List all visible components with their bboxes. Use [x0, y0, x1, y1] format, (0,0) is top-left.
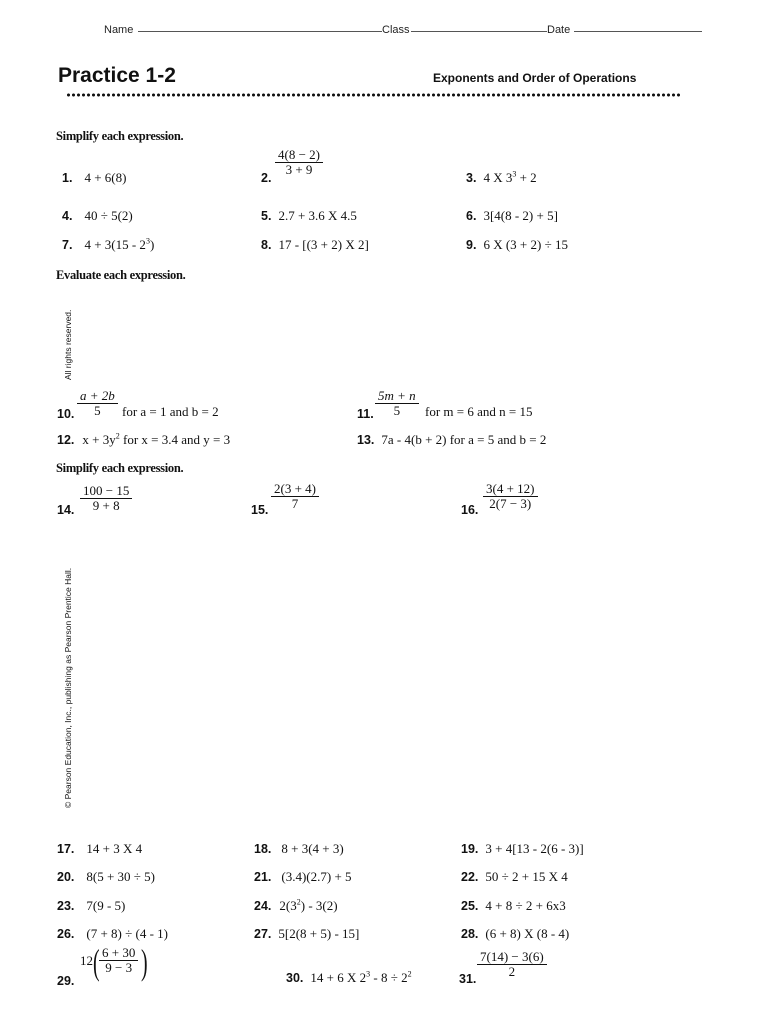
problem-22: 22. 50 ÷ 2 + 15 X 4 — [461, 869, 568, 884]
problem-27: 27. 5[2(8 + 5) - 15] — [254, 926, 360, 941]
class-line[interactable] — [411, 31, 547, 32]
problem-29: 29. — [57, 974, 75, 988]
problem-3: 3. 4 X $3^3 + 2$ — [466, 169, 537, 185]
name-label: Name — [104, 24, 134, 36]
dotted-divider — [66, 93, 681, 97]
problem-7: 7. $4 + 3(15 - 2^3)$ — [62, 236, 155, 252]
page-subtitle: Exponents and Order of Operations — [433, 71, 637, 85]
rights-text: All rights reserved. — [63, 309, 73, 380]
problem-2-fraction: $\frac{4(8 - 2)}{3 + 9}$ — [275, 148, 323, 177]
problem-17: 17. 14 + 3 X 4 — [57, 841, 143, 856]
problem-28: 28. (6 + 8) X (8 - 4) — [461, 926, 570, 941]
problem-2: 2. — [261, 171, 272, 185]
problem-31: 31. — [459, 972, 477, 986]
instruction-evaluate: Evaluate each expression. — [56, 268, 186, 282]
problem-29-left-paren: ( — [93, 942, 100, 982]
problem-15-fraction: $\frac{2(3 + 4)}{7}$ — [271, 482, 319, 511]
problem-23: 23. 7(9 - 5) — [57, 898, 126, 913]
problem-10-fraction: $\frac{a + 2b}{5}$ — [77, 389, 118, 418]
page-title: Practice 1-2 — [58, 64, 176, 87]
problem-25: 25. 4 + 8 ÷ 2 + 6x3 — [461, 898, 566, 913]
problem-16: 16. — [461, 503, 479, 517]
problem-10-condition: for a = 1 and b = 2 — [122, 404, 219, 419]
problem-14: 14. — [57, 503, 75, 517]
problem-19: 19. 3 + 4[13 - 2(6 - 3)] — [461, 841, 584, 856]
problem-21: 21. (3.4)(2.7) + 5 — [254, 869, 352, 884]
problem-29-right-paren: ) — [141, 942, 148, 982]
problem-29-fraction: $\frac{6 + 30}{9 - 3}$ — [99, 946, 138, 975]
date-label: Date — [547, 24, 571, 36]
problem-11-fraction: $\frac{5m + n}{5}$ — [375, 389, 419, 418]
problem-5: 5. 2.7 + 3.6 X 4.5 — [261, 208, 357, 223]
problem-11-condition: for m = 6 and n = 15 — [425, 404, 533, 419]
problem-30: 30. 14 + 6 X $2^3 - 8 \div 2^2$ — [286, 969, 412, 985]
problem-9: 9. 6 X (3 + 2) ÷ 15 — [466, 237, 568, 252]
problem-8: 8. 17 - [(3 + 2) X 2] — [261, 237, 369, 252]
problem-24: 24. $2(3^2) - 3(2)$ — [254, 897, 338, 913]
problem-15: 15. — [251, 503, 269, 517]
problem-20: 20. 8(5 + 30 ÷ 5) — [57, 869, 156, 884]
problem-11: 11. — [357, 407, 374, 421]
copyright-text: © Pearson Education, Inc., publishing as Pearson Prentice Hall. — [63, 567, 73, 808]
problem-10: 10. — [57, 407, 75, 421]
problem-31-fraction: $\frac{7(14) - 3(6)}{2}$ — [477, 950, 547, 979]
problem-14-fraction: $\frac{100 - 15}{9 + 8}$ — [80, 484, 132, 513]
problem-26: 26. (7 + 8) ÷ (4 - 1) — [57, 926, 169, 941]
date-line[interactable] — [574, 31, 702, 32]
problem-4: 4. 40 ÷ 5(2) — [62, 208, 133, 223]
class-label: Class — [382, 24, 410, 36]
problem-29-coefficient: 12 — [80, 953, 93, 968]
instruction-simplify-1: Simplify each expression. — [56, 129, 184, 143]
problem-18: 18. 8 + 3(4 + 3) — [254, 841, 344, 856]
problem-13: 13. 7a - 4(b + 2) for a = 5 and b = 2 — [357, 432, 547, 447]
name-line[interactable] — [138, 31, 382, 32]
problem-12: 12. $x + 3y^2$ for x = 3.4 and y = 3 — [57, 431, 231, 447]
problem-6: 6. 3[4(8 - 2) + 5] — [466, 208, 558, 223]
problem-1: 1. 4 + 6(8) — [62, 170, 127, 185]
problem-16-fraction: $\frac{3(4 + 12)}{2(7 - 3)}$ — [483, 482, 538, 511]
instruction-simplify-2: Simplify each expression. — [56, 461, 184, 475]
